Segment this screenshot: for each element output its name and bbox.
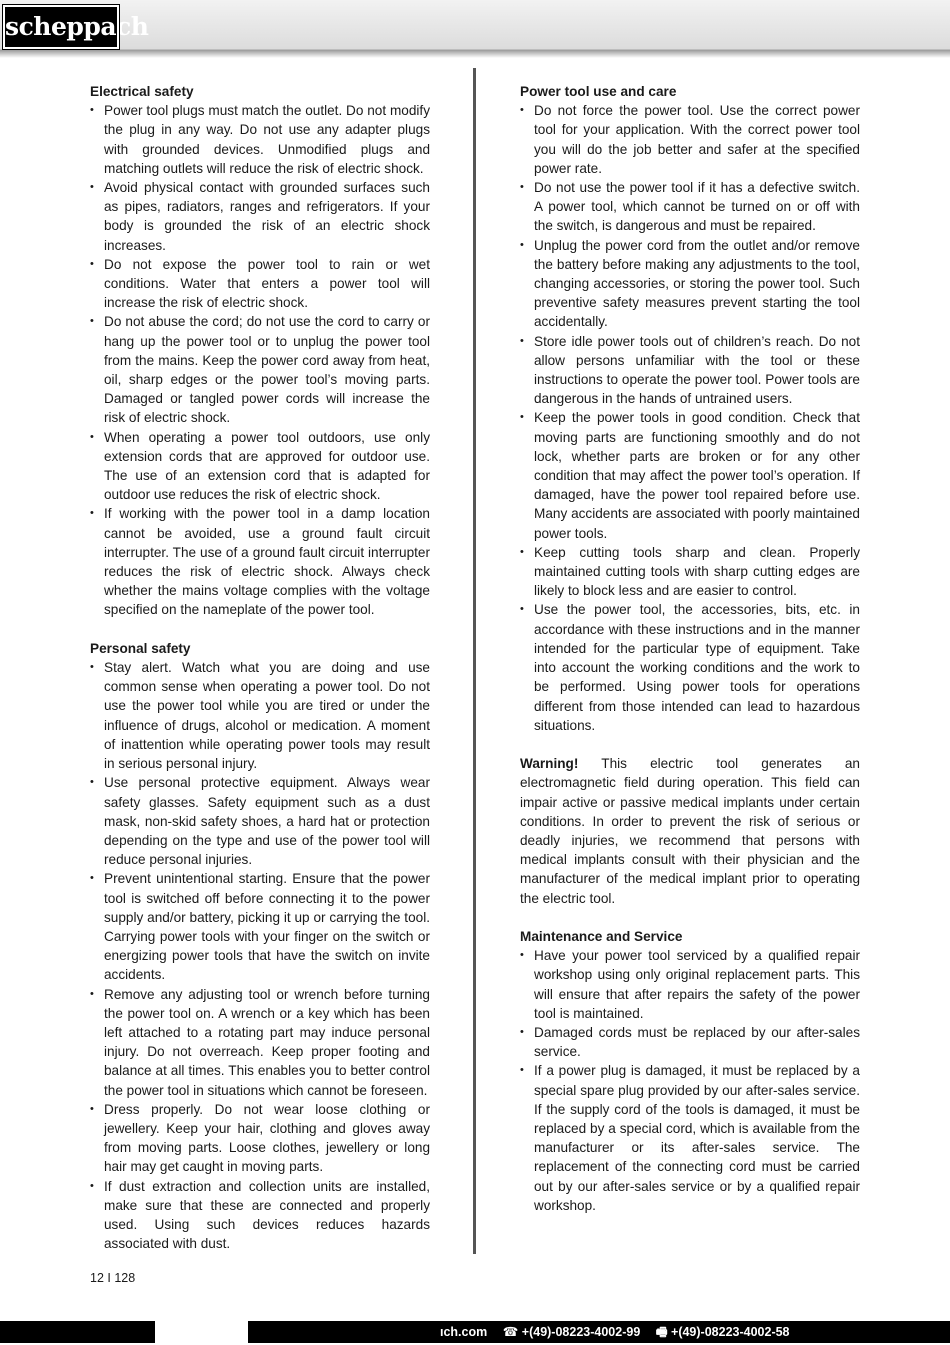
warning-paragraph (520, 754, 860, 908)
list-item: • Store idle power tools out of children’s reach. Do not allow persons unfamiliar with the tool or these instructions to operate the power tool. Power tools are dangerous in the hands of untrained users. (520, 332, 860, 409)
list-item: • Remove any adjusting tool or wrench before turning the power tool on. A wrench or a key which has been left attached to a rotating part may induce personal injury. Do not overreach. Keep proper footing and balance at all times. This enables you to better control the power tool in situations which cannot be foreseen. (90, 985, 430, 1100)
footer-phone: ☎ +(49)-08223-4002-99 (502, 1325, 641, 1339)
list-item: • Prevent unintentional starting. Ensure that the power tool is switched off before connecting it to the power supply and/or battery, picking it up or carrying the tool. Carrying power tools with your finger on the switch or energizing power tools that have the switch on invite accidents. (90, 869, 430, 984)
use-care-title: Power tool use and care (520, 84, 677, 99)
list-item: • Damaged cords must be replaced by our after-sales service. (520, 1023, 860, 1061)
section-gap (90, 620, 430, 639)
left-column (90, 82, 430, 1253)
list-item: • When operating a power tool outdoors, use only extension cords that are approved for outdoor use. The use of an extension cord that is adapted for outdoor use reduces the risk of electric shock. (90, 428, 430, 505)
personal-safety-list (90, 658, 430, 1253)
personal-safety-title: Personal safety (90, 640, 191, 656)
footer-fax: 🖷 +(49)-08223-4002-58 (655, 1325, 790, 1339)
footer-web: ıch.com (440, 1325, 488, 1339)
list-item: • If a power plug is damaged, it must be replaced by a special spare plug provided by our after-sales service. If the supply cord of the tools is damaged, it must be replaced by a special cord, which is available from the manufacturer or its after-sales service. The replacement of the connecting cord must be carried out by our after-sales service or by a qualified repair workshop. (520, 1061, 860, 1215)
list-item: • Dress properly. Do not wear loose clothing or jewellery. Keep your hair, clothing and gloves away from moving parts. Loose clothes, jewellery or long hair may get caught in moving parts. (90, 1100, 430, 1177)
list-item: • Do not abuse the cord; do not use the cord to carry or hang up the power tool or to unplug the power tool from the mains. Keep the power cord away from heat, oil, sharp edges or the power tool’s moving parts. Damaged or tangled power cords will increase the risk of electric shock. (90, 312, 430, 427)
section-gap (520, 908, 860, 927)
warning-text: This electric tool generates an electromagnetic field during operation. This field can impair active or passive medical implants under certain conditions. In order to prevent the risk of serious or deadly injuries, we recommend that persons with medical implants consult with their physician and the manufacturer of the medical implant prior to operating the electric tool. (520, 756, 860, 906)
footer-white-block (155, 1321, 248, 1343)
electrical-safety-list (90, 101, 430, 619)
list-item: • Do not force the power tool. Use the correct power tool for your application. With the correct power tool you will do the job better and safer at the specified power rate. (520, 101, 860, 178)
list-item: • Unplug the power cord from the outlet and/or remove the battery before making any adjustments to the tool, changing accessories, or storing the power tool. Such preventive safety measures prevent starting the tool accidentally. (520, 236, 860, 332)
section-gap (520, 735, 860, 754)
list-item: • Keep the power tools in good condition. Check that moving parts are functioning smoothly and do not lock, whether parts are broken or for any other condition that may affect the power tool’s operation. If damaged, have the power tool repaired before use. Many accidents are associated with poorly maintained power tools. (520, 408, 860, 542)
list-item: • Keep cutting tools sharp and clean. Properly maintained cutting tools with sharp cutting edges are likely to block less and are easier to control. (520, 543, 860, 601)
list-item: • Do not expose the power tool to rain or wet conditions. Water that enters a power tool will increase the risk of electric shock. (90, 255, 430, 313)
right-column (520, 82, 860, 1215)
electrical-safety-title: Electrical safety (90, 84, 194, 99)
page-number: 12 I 128 (90, 1271, 136, 1285)
warning-label: Warning! (520, 756, 579, 772)
list-item: • Stay alert. Watch what you are doing and use common sense when operating a power tool. Do not use the power tool while you are tired or under the influence of drugs, alcohol or medication. A moment of inattention while operating power tools may result in serious personal injury. (90, 658, 430, 773)
header-shadow (0, 50, 950, 58)
list-item: • Use personal protective equipment. Always wear safety glasses. Safety equipment such as a dust mask, non-skid safety shoes, a hard hat or protection depending on the type and use of the power tool will reduce personal injuries. (90, 773, 430, 869)
list-item: • Do not use the power tool if it has a defective switch. A power tool, which cannot be turned on or off with the switch, is dangerous and must be repaired. (520, 178, 860, 236)
list-item: • Use the power tool, the accessories, bits, etc. in accordance with these instructions and in the manner intended for the particular type of equipment. Take into account the working conditions and the work to be performed. Using power tools for operations different from those intended can lead to hazardous situations. (520, 600, 860, 734)
list-item: • If working with the power tool in a damp location cannot be avoided, use a ground fault circuit interrupter. The use of a ground fault circuit interrupter reduces the risk of electric shock. Always check whether the mains voltage complies with the voltage specified on the nameplate of the power tool. (90, 504, 430, 619)
brand-logo: scheppach (3, 5, 119, 49)
list-item: • Have your power tool serviced by a qualified repair workshop using only original replacement parts. This will ensure that after repairs the safety of the power tool is maintained. (520, 946, 860, 1023)
column-divider (473, 68, 476, 1254)
list-item: • Avoid physical contact with grounded surfaces such as pipes, radiators, ranges and refrigerators. If your body is grounded the risk of an electric shock increases. (90, 178, 430, 255)
list-item: • Power tool plugs must match the outlet. Do not modify the plug in any way. Do not use any adapter plugs with grounded devices. Unmodified plugs and matching outlets will reduce the risk of electric shock. (90, 101, 430, 178)
use-care-list (520, 101, 860, 735)
maintenance-list (520, 946, 860, 1215)
maintenance-title: Maintenance and Service (520, 928, 683, 944)
list-item: • If dust extraction and collection units are installed, make sure that these are connected and properly used. Using such devices reduces hazards associated with dust. (90, 1177, 430, 1254)
footer-contact (440, 1321, 802, 1343)
